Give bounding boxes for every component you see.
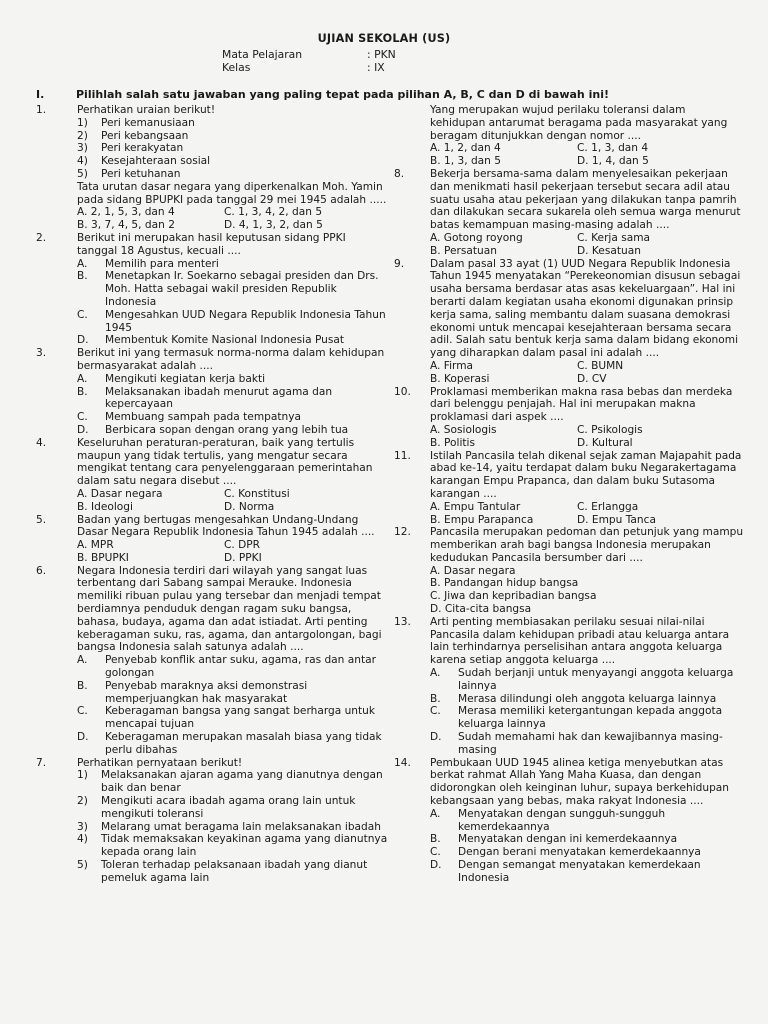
answer-option[interactable]: B. 1, 3, dan 5 [430, 155, 501, 168]
answer-option[interactable] [430, 693, 734, 706]
item-text: Toleran terhadap pelaksanaan ibadah yang dianut [101, 859, 368, 872]
list-item [77, 821, 386, 834]
option-text: Melaksanakan ibadah menurut agama dan [105, 385, 333, 398]
item-text: baik dan benar [101, 782, 181, 795]
question-text: kebangsaan yang bebas, maka rakyat Indonesia .... [430, 795, 704, 808]
option-text: Sudah memahami hak dan kewajibannya masing- [458, 731, 723, 744]
item-key: 5) [77, 167, 88, 180]
answer-option[interactable]: B. Koperasi [430, 372, 490, 385]
item-text: mengikuti toleransi [101, 807, 204, 820]
option-key: D. [77, 423, 89, 436]
question-number: 14. [394, 756, 411, 769]
answer-option[interactable]: D. Kesatuan [577, 244, 641, 257]
answer-option[interactable] [77, 386, 386, 412]
item-text: Tidak memaksakan keyakinan agama yang dianutnya [101, 833, 388, 846]
option-text: Keberagaman merupakan masalah biasa yang tidak [105, 731, 382, 744]
question-number: 10. [394, 385, 411, 398]
answer-option[interactable] [430, 808, 734, 834]
list-item [77, 130, 386, 143]
item-text: Melarang umat beragama lain melaksanakan ibadah [101, 820, 381, 833]
question-number: 8. [394, 167, 405, 180]
item-text: Kesejahteraan sosial [101, 155, 211, 168]
answer-options [77, 539, 386, 565]
option-text: Dengan berani menyatakan kemerdekaannya [458, 846, 701, 859]
item-key: 4) [77, 833, 88, 846]
answer-option[interactable]: A. MPR [77, 539, 114, 552]
question-number: 7. [36, 756, 47, 769]
question-text: maupun yang tidak tertulis, yang mengatur secara [77, 449, 348, 462]
option-text: 1945 [105, 321, 132, 334]
question-text: Pancasila dalam kehidupan pribadi atau keluarga antara [430, 628, 730, 641]
answer-option[interactable]: C. 1, 3, dan 4 [577, 142, 649, 155]
item-text: pemeluk agama lain [101, 871, 210, 884]
answer-options [430, 424, 734, 450]
right-column [394, 104, 744, 885]
item-text: Peri kerakyatan [101, 142, 184, 155]
answer-option[interactable]: C. Kerja sama [577, 231, 651, 244]
question-text: dan dilakukan secara sukarela oleh semua warga menurut [430, 206, 741, 219]
question-text: pada sidang BPUPKI pada tanggal 29 mei 1945 adalah ..... [77, 193, 387, 206]
question-text: Pembukaan UUD 1945 alinea ketiga menyebutkan atas [430, 756, 724, 769]
question-number: 6. [36, 564, 47, 577]
option-text: Mengikuti kegiatan kerja bakti [105, 372, 266, 385]
option-text: perlu dibahas [105, 743, 178, 756]
option-key: C. [77, 308, 88, 321]
question-number: 3. [36, 347, 47, 360]
option-text: Moh. Hatta sebagai wakil presiden Republik [105, 283, 337, 296]
answer-options [77, 488, 386, 514]
question-text: Arti penting membiasakan perilaku sesuai nilai-nilai [430, 615, 705, 628]
question-text: memberikan arah bagi bangsa Indonesia merupakan [430, 539, 711, 552]
question-text: abad ke-14, yaitu terdapat dalam buku Negarakertagama [430, 462, 737, 475]
answer-option[interactable]: B. Pandangan hidup bangsa [430, 577, 579, 590]
question-text: Keseluruhan peraturan-peraturan, baik yang tertulis [77, 436, 355, 449]
question-11 [394, 449, 742, 527]
answer-option[interactable] [430, 667, 734, 693]
answer-options [430, 501, 734, 527]
question-text: karangan .... [430, 487, 497, 500]
answer-option[interactable]: D. 1, 4, dan 5 [577, 155, 649, 168]
option-key: D. [77, 731, 89, 744]
question-text: keberagaman suku, ras, agama, dan antargolongan, bagi [77, 628, 382, 641]
option-text: Membentuk Komite Nasional Indonesia Pusat [105, 334, 345, 347]
question-13 [394, 616, 734, 757]
item-text: Peri ketuhanan [101, 167, 181, 180]
answer-option[interactable]: D. Cita-cita bangsa [430, 603, 532, 616]
meta-label: Mata Pelajaran [222, 48, 303, 61]
question-text: Berikut ini yang termasuk norma-norma dalam kehidupan [77, 347, 385, 360]
item-key: 3) [77, 142, 88, 155]
item-text: kepada orang lain [101, 846, 197, 859]
question-text: kedudukan Pancasila bersumber dari .... [430, 551, 643, 564]
answer-option[interactable]: A. Dasar negara [77, 487, 163, 500]
question-text: usaha bersama berdasar atas asas kekeluargaan”. Hal ini [430, 283, 736, 296]
answer-option[interactable] [77, 424, 386, 437]
answer-option[interactable]: A. Sosiologis [430, 423, 497, 436]
item-key: 2) [77, 129, 88, 142]
answer-option[interactable]: C. Erlangga [577, 500, 639, 513]
question-text: Yang merupakan wujud perilaku toleransi dalam [430, 104, 686, 116]
item-text: Melaksanakan ajaran agama yang dianutnya dengan [101, 769, 383, 782]
question-7 [36, 757, 386, 885]
question-text: Bekerja bersama-sama dalam menyelesaikan pekerjaan [430, 167, 728, 180]
option-text: Penyebab konflik antar suku, agama, ras dan antar [105, 654, 376, 667]
item-key: 2) [77, 795, 88, 808]
answer-option[interactable]: D. Kultural [577, 436, 633, 449]
section-instruction [36, 89, 609, 102]
option-text: golongan [105, 667, 155, 680]
question-number: 9. [394, 257, 405, 270]
question-text: terbentang dari Sabang sampai Merauke. Indonesia [77, 577, 352, 590]
option-key: D. [430, 859, 442, 872]
answer-option[interactable]: B. Politis [430, 436, 475, 449]
question-text: Dasar Negara Republik Indonesia Tahun 1945 adalah .... [77, 526, 375, 539]
option-text: Menyatakan dengan sungguh-sungguh [458, 807, 666, 820]
option-key: A. [77, 654, 88, 667]
list-item [77, 155, 386, 168]
list-item [77, 168, 386, 181]
option-text: lainnya [458, 679, 497, 692]
list-item [77, 833, 386, 859]
answer-option[interactable]: D. PPKI [224, 551, 262, 564]
question-text: bangsa Indonesia salah satunya adalah .... [77, 641, 304, 654]
answer-option[interactable]: B. Persatuan [430, 244, 497, 257]
question-9 [394, 257, 741, 386]
question-4 [36, 437, 386, 514]
answer-option[interactable]: C. BUMN [577, 359, 624, 372]
question-1 [36, 104, 386, 232]
answer-option[interactable]: A. 2, 1, 5, 3, dan 4 [77, 206, 175, 219]
option-key: A. [430, 807, 441, 820]
question-number: 5. [36, 513, 47, 526]
option-key: D. [430, 731, 442, 744]
question-3 [36, 347, 386, 437]
left-column [36, 104, 386, 885]
answer-option[interactable] [430, 705, 734, 731]
answer-option[interactable] [77, 270, 386, 308]
option-text: Keberagaman bangsa yang sangat berharga untuk [105, 705, 376, 718]
option-text: Indonesia [458, 871, 510, 884]
item-key: 5) [77, 859, 88, 872]
question-text: berdiamnya penduduk dengan ragam suku bangsa, [77, 603, 352, 616]
answer-option[interactable] [77, 654, 386, 680]
option-text: Indonesia [105, 295, 157, 308]
option-key: B. [77, 679, 88, 692]
question-14 [394, 757, 734, 885]
option-key: C. [77, 411, 88, 424]
question-text: Berikut ini merupakan hasil keputusan sidang PPKI [77, 231, 346, 244]
list-item [77, 859, 386, 885]
question-text: tanggal 18 Agustus, kecuali .... [77, 244, 241, 257]
option-text: Dengan semangat menyatakan kemerdekaan [458, 859, 701, 872]
answer-option[interactable]: A. Gotong royong [430, 231, 523, 244]
question-text: Tahun 1945 menyatakan “Perekeonomian disusun sebagai [430, 270, 741, 283]
answer-option[interactable]: C. DPR [224, 539, 261, 552]
question-text: bermasyarakat adalah .... [77, 359, 214, 372]
answer-option[interactable]: D. 4, 1, 3, 2, dan 5 [224, 219, 323, 232]
question-stem: Perhatikan uraian berikut! [77, 104, 216, 116]
answer-option[interactable] [77, 731, 386, 757]
question-text: Dalam pasal 33 ayat (1) UUD Negara Republik Indonesia [430, 257, 731, 270]
option-key: A. [77, 372, 88, 385]
option-text: Menetapkan Ir. Soekarno sebagai presiden dan Drs. [105, 270, 379, 283]
answer-option[interactable]: B. BPUPKI [77, 551, 129, 564]
list-item [77, 117, 386, 130]
option-key: A. [430, 667, 441, 680]
list-item [77, 769, 386, 795]
question-number: 4. [36, 436, 47, 449]
answer-option[interactable] [77, 258, 386, 271]
answer-option[interactable] [77, 680, 386, 706]
question-text: didorongkan oleh keinginan luhur, supaya berkehidupan [430, 782, 730, 795]
question-text: kerja sama, saling membantu dalam suasana demokrasi [430, 308, 731, 321]
answer-option[interactable] [430, 833, 734, 846]
answer-option[interactable]: B. 3, 7, 4, 5, dan 2 [77, 219, 175, 232]
question-text: proklamasi dari aspek .... [430, 411, 564, 424]
option-key: B. [77, 270, 88, 283]
question-12 [394, 526, 744, 616]
list-item [77, 795, 386, 821]
question-10 [394, 386, 734, 450]
question-text: beragam ditunjukkan dengan nomor .... [430, 129, 642, 142]
question-text: Negara Indonesia terdiri dari wilayah yang sangat luas [77, 564, 368, 577]
answer-option[interactable]: C. 1, 3, 4, 2, dan 5 [224, 206, 323, 219]
question-text: batas kemampuan masing-masing adalah .... [430, 219, 670, 232]
question-text: memiliki ribuan pulau yang tersebar dan menjadi tempat [77, 590, 381, 603]
question-text: karena setiap anggota keluarga .... [430, 654, 616, 667]
question-text: lain terhindarnya perselisihan antara anggota keluarga [430, 641, 723, 654]
meta-value: : PKN [367, 48, 396, 61]
question-stem: Perhatikan pernyataan berikut! [77, 756, 243, 769]
question-text: berkat rahmat Allah Yang Maha Kuasa, dan dengan [430, 769, 702, 782]
list-item [77, 142, 386, 155]
question-text: Proklamasi memberikan makna rasa bebas dan merdeka [430, 385, 733, 398]
option-text: Mengesahkan UUD Negara Republik Indonesia Tahun [105, 308, 386, 321]
question-text: adil. Salah satu bentuk kerja sama dalam bidang ekonomi [430, 334, 739, 347]
option-text: keluarga lainnya [458, 718, 546, 731]
question-text: dan menikmati hasil pekerjaan tersebut secara adil atau [430, 180, 730, 193]
answer-option[interactable]: A. 1, 2, dan 4 [430, 142, 501, 155]
option-text: Penyebab maraknya aksi demonstrasi [105, 679, 308, 692]
question-text: mengikat tentang cara penyelenggaraan pemerintahan [77, 462, 373, 475]
option-text: mencapai tujuan [105, 718, 195, 731]
question-text: dari belenggu penjajah. Hal ini merupakan makna [430, 398, 696, 411]
meta-label: Kelas [222, 61, 251, 74]
answer-option[interactable] [77, 334, 386, 347]
answer-option[interactable] [77, 373, 386, 386]
question-text: dalam satu negara disebut .... [77, 475, 237, 488]
answer-option[interactable]: B. Empu Parapanca [430, 513, 534, 526]
answer-options [77, 206, 386, 232]
option-text: masing [458, 743, 497, 756]
answer-option[interactable]: A. Dasar negara [430, 564, 516, 577]
option-key: B. [430, 692, 441, 705]
item-text: Mengikuti acara ibadah agama orang lain untuk [101, 795, 356, 808]
answer-option[interactable] [77, 411, 386, 424]
question-text: suatu usaha atau pekerjaan yang dilakukan tanpa pamrih [430, 193, 737, 206]
answer-option[interactable] [77, 705, 386, 731]
answer-option[interactable]: C. Psikologis [577, 423, 643, 436]
question-text: yang diharapkan dalam pasal ini adalah .... [430, 347, 660, 360]
instruction-text: Pilihlah salah satu jawaban yang paling tepat pada pilihan A, B, C dan D di bawah ini! [76, 88, 609, 101]
question-7-continued [394, 104, 734, 168]
item-key: 3) [77, 820, 88, 833]
option-key: D. [77, 334, 89, 347]
question-text: kehidupan antarumat beragama pada masyarakat yang [430, 116, 728, 129]
option-key: B. [430, 833, 441, 846]
question-number: 11. [394, 449, 411, 462]
question-text: bahasa, budaya, agama dan adat istiadat. Arti penting [77, 615, 368, 628]
question-6 [36, 565, 386, 757]
option-key: C. [430, 846, 441, 859]
meta-subject [222, 49, 396, 62]
answer-option[interactable] [430, 846, 734, 859]
option-text: Merasa memiliki ketergantungan kepada anggota [458, 705, 723, 718]
answer-option[interactable]: B. Ideologi [77, 500, 133, 513]
answer-options [430, 232, 734, 258]
exam-title: UJIAN SEKOLAH (US) [317, 32, 451, 45]
item-key: 1) [77, 116, 88, 129]
question-2 [36, 232, 386, 347]
option-key: C. [430, 705, 441, 718]
question-text: karangan Empu Prapanca, dan dalam buku Sutasoma [430, 475, 716, 488]
meta-value: : IX [367, 61, 385, 74]
answer-option[interactable]: D. Norma [224, 500, 275, 513]
option-key: B. [77, 385, 88, 398]
question-text: Istilah Pancasila telah dikenal sejak zaman Majapahit pada [430, 449, 742, 462]
question-5 [36, 514, 386, 565]
option-key: A. [77, 257, 88, 270]
answer-option[interactable]: C. Konstitusi [224, 487, 290, 500]
question-8 [394, 167, 741, 258]
question-text: Badan yang bertugas mengesahkan Undang-Undang [77, 513, 359, 526]
answer-option[interactable] [77, 309, 386, 335]
option-text: memperjuangkan hak masyarakat [105, 692, 288, 705]
answer-options [430, 360, 734, 386]
answer-option[interactable]: A. Firma [430, 359, 474, 372]
question-text: Tata urutan dasar negara yang diperkenalkan Moh. Yamin [77, 180, 383, 193]
option-key: C. [77, 705, 88, 718]
answer-option[interactable]: D. CV [577, 372, 607, 385]
section-number: I. [36, 88, 45, 101]
option-text: Merasa dilindungi oleh anggota keluarga lainnya [458, 692, 717, 705]
answer-option[interactable] [430, 859, 734, 885]
option-text: Berbicara sopan dengan orang yang lebih tua [105, 423, 349, 436]
option-text: Menyatakan dengan ini kemerdekaannya [458, 833, 678, 846]
item-key: 1) [77, 769, 88, 782]
item-key: 4) [77, 155, 88, 168]
option-text: Sudah berjanji untuk menyayangi anggota keluarga [458, 667, 734, 680]
question-number: 1. [36, 104, 47, 116]
answer-option[interactable]: D. Empu Tanca [577, 513, 656, 526]
question-text: berarti dalam kegiatan usaha ekonomi digunakan prinsip [430, 295, 734, 308]
option-text: kepercayaan [105, 398, 173, 411]
item-text: Peri kemanusiaan [101, 116, 195, 129]
item-text: Peri kebangsaan [101, 129, 189, 142]
option-text: Memilih para menteri [105, 257, 219, 270]
question-text: Pancasila merupakan pedoman dan petunjuk yang mampu [430, 526, 744, 539]
option-text: kemerdekaannya [458, 820, 550, 833]
question-number: 13. [394, 615, 411, 628]
meta-class [222, 62, 385, 75]
answer-option[interactable] [430, 731, 734, 757]
answer-options [430, 142, 734, 168]
question-number: 2. [36, 231, 47, 244]
question-text: ekonomi untuk mencapai kesejahteraan bersama secara [430, 321, 732, 334]
answer-option[interactable]: A. Empu Tantular [430, 500, 521, 513]
question-number: 12. [394, 526, 411, 539]
option-text: Membuang sampah pada tempatnya [105, 411, 301, 424]
answer-option[interactable]: C. Jiwa dan kepribadian bangsa [430, 590, 597, 603]
